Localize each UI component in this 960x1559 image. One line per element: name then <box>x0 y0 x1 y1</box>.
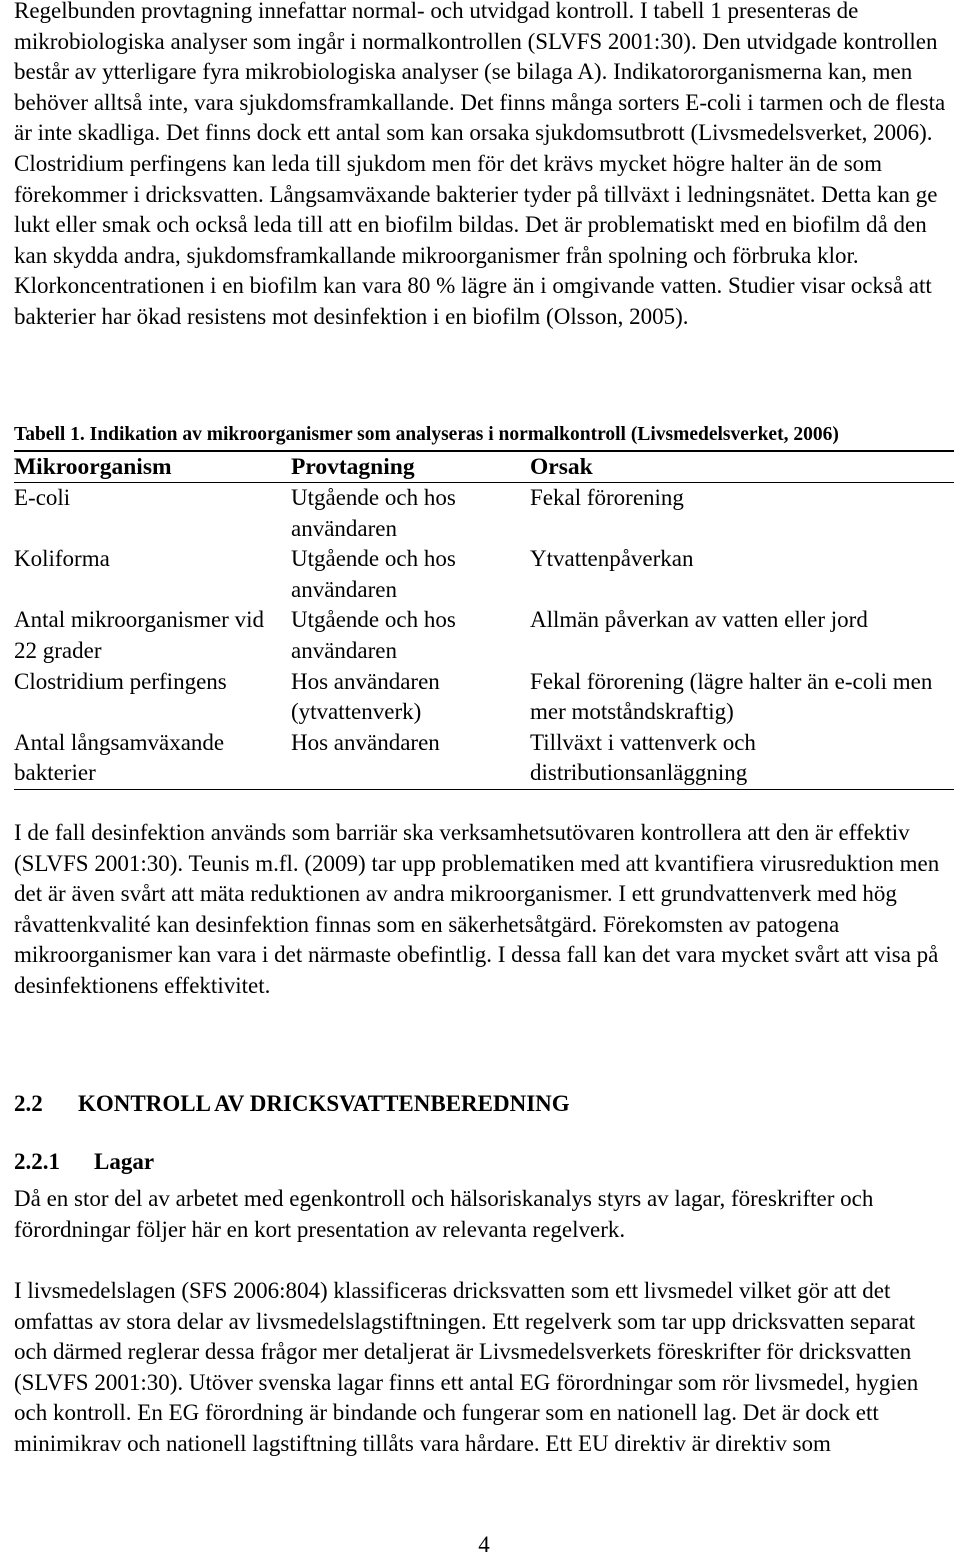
cell-mikroorganism: Antal långsamväxande bakterier <box>14 729 225 786</box>
table-header-row <box>14 452 954 482</box>
table-bottom-rule <box>14 789 954 790</box>
cell-orsak: Tillväxt i vattenverk och distributionsanläggning <box>530 729 756 786</box>
cell-mikroorganism: E-coli <box>14 485 71 510</box>
section-heading <box>14 1089 570 1119</box>
cell-mikroorganism: Clostridium perfingens <box>14 668 227 694</box>
header-orsak: Orsak <box>530 454 593 480</box>
cell-provtagning: Utgående och hos användaren <box>291 546 456 602</box>
section-number: 2.2 <box>14 1091 43 1116</box>
section-title: KONTROLL AV DRICKSVATTENBEREDNING <box>78 1091 570 1116</box>
table-row <box>14 605 954 666</box>
table-row <box>14 483 954 544</box>
header-mikroorganism: Mikroorganism <box>14 454 172 480</box>
cell-orsak: Allmän påverkan av vatten eller jord <box>530 607 868 633</box>
page-number: 4 <box>478 1532 490 1557</box>
paragraph-lagar-intro: Då en stor del av arbetet med egenkontroll och hälsoriskanalys styrs av lagar, föreskrifter och förordningar följer här en kort presentation av relevanta regelverk. <box>14 1186 874 1242</box>
paragraph-regelbunden-provtagning: Regelbunden provtagning innefattar normal- och utvidgad kontroll. I tabell 1 presenteras de mikrobiologiska analyser som ingår i normalkontrollen (SLVFS 2001:30). Den utvidgade kontrollen består av ytterligare fyra mikrobiologiska analyser (se bilaga A). Indikatororganismerna kan, men behöver alltså inte, vara sjukdomsframkallande. Det finns många sorters E-coli i tarmen och de flesta är inte skadliga. Det finns dock ett antal som kan orsaka sjukdomsutbrott (Livsmedelsverket, 2006). Clostridium perfingens kan leda till sjukdom men för det krävs mycket högre halter än de som förekommer i dricksvatten. Långsamväxande bakterier tyder på tillväxt i ledningsnätet. Detta kan ge lukt eller smak och också leda till att en biofilm bildas. Det är problematiskt med en biofilm då den kan skydda andra, sjukdomsframkallande mikroorganismer från spolning och förbruka klor. Klorkoncentrationen i en biofilm kan vara 80 % lägre än i omgivande vatten. Studier visar också att bakterier har ökad resistens mot desinfektion i en biofilm (Olsson, 2005). <box>14 0 946 329</box>
table-row <box>14 728 954 789</box>
header-provtagning: Provtagning <box>291 454 415 480</box>
paragraph-desinfektion: I de fall desinfektion används som barriär ska verksamhetsutövaren kontrollera att den är effektiv (SLVFS 2001:30). Teunis m.fl. (2009) tar upp problematiken med att kvantifiera virusreduktion men det är även svårt att mäta reduktionen av andra mikroorganismer. I ett grundvattenverk med hög råvattenkvalité kan desinfektion finnas som en säkerhetsåtgärd. Förekomsten av patogena mikroorganismer kan vara i det närmaste obefintlig. I dessa fall kan det vara mycket svårt att visa på desinfektionens effektivitet. <box>14 820 940 998</box>
cell-orsak: Fekal förorening <box>530 485 684 510</box>
microorganism-table <box>14 450 954 790</box>
cell-provtagning: Utgående och hos användaren <box>291 607 456 663</box>
cell-provtagning: Hos användaren <box>291 729 440 755</box>
table-row <box>14 544 954 605</box>
cell-provtagning: Utgående och hos användaren <box>291 485 456 541</box>
subsection-heading <box>14 1147 154 1177</box>
table-row <box>14 667 954 728</box>
cell-mikroorganism: Koliforma <box>14 546 110 572</box>
cell-orsak: Ytvattenpåverkan <box>530 546 694 572</box>
subsection-number: 2.2.1 <box>14 1149 60 1174</box>
table-caption: Tabell 1. Indikation av mikroorganismer som analyseras i normalkontroll (Livsmedelsverket, 2006) <box>14 424 839 445</box>
cell-provtagning: Hos användaren (ytvattenverk) <box>291 668 440 725</box>
cell-orsak: Fekal förorening (lägre halter än e-coli men mer motståndskraftig) <box>530 668 933 725</box>
cell-mikroorganism: Antal mikroorganismer vid 22 grader <box>14 607 264 663</box>
paragraph-livsmedelslagen: I livsmedelslagen (SFS 2006:804) klassificeras dricksvatten som ett livsmedel vilket gör att det omfattas av stora delar av livsmedelslagstiftningen. Ett regelverk som tar upp dricksvatten separat och därmed reglerar dessa frågor mer detaljerat är Livsmedelsverkets föreskrifter för dricksvatten (SLVFS 2001:30). Utöver svenska lagar finns ett antal EG förordningar som rör livsmedel, hygien och kontroll. En EG förordning är bindande och fungerar som en nationell lag. Det är dock ett minimikrav och nationell lagstiftning tillåts vara hårdare. Ett EU direktiv är direktiv som <box>14 1278 919 1456</box>
subsection-title: Lagar <box>94 1149 155 1174</box>
